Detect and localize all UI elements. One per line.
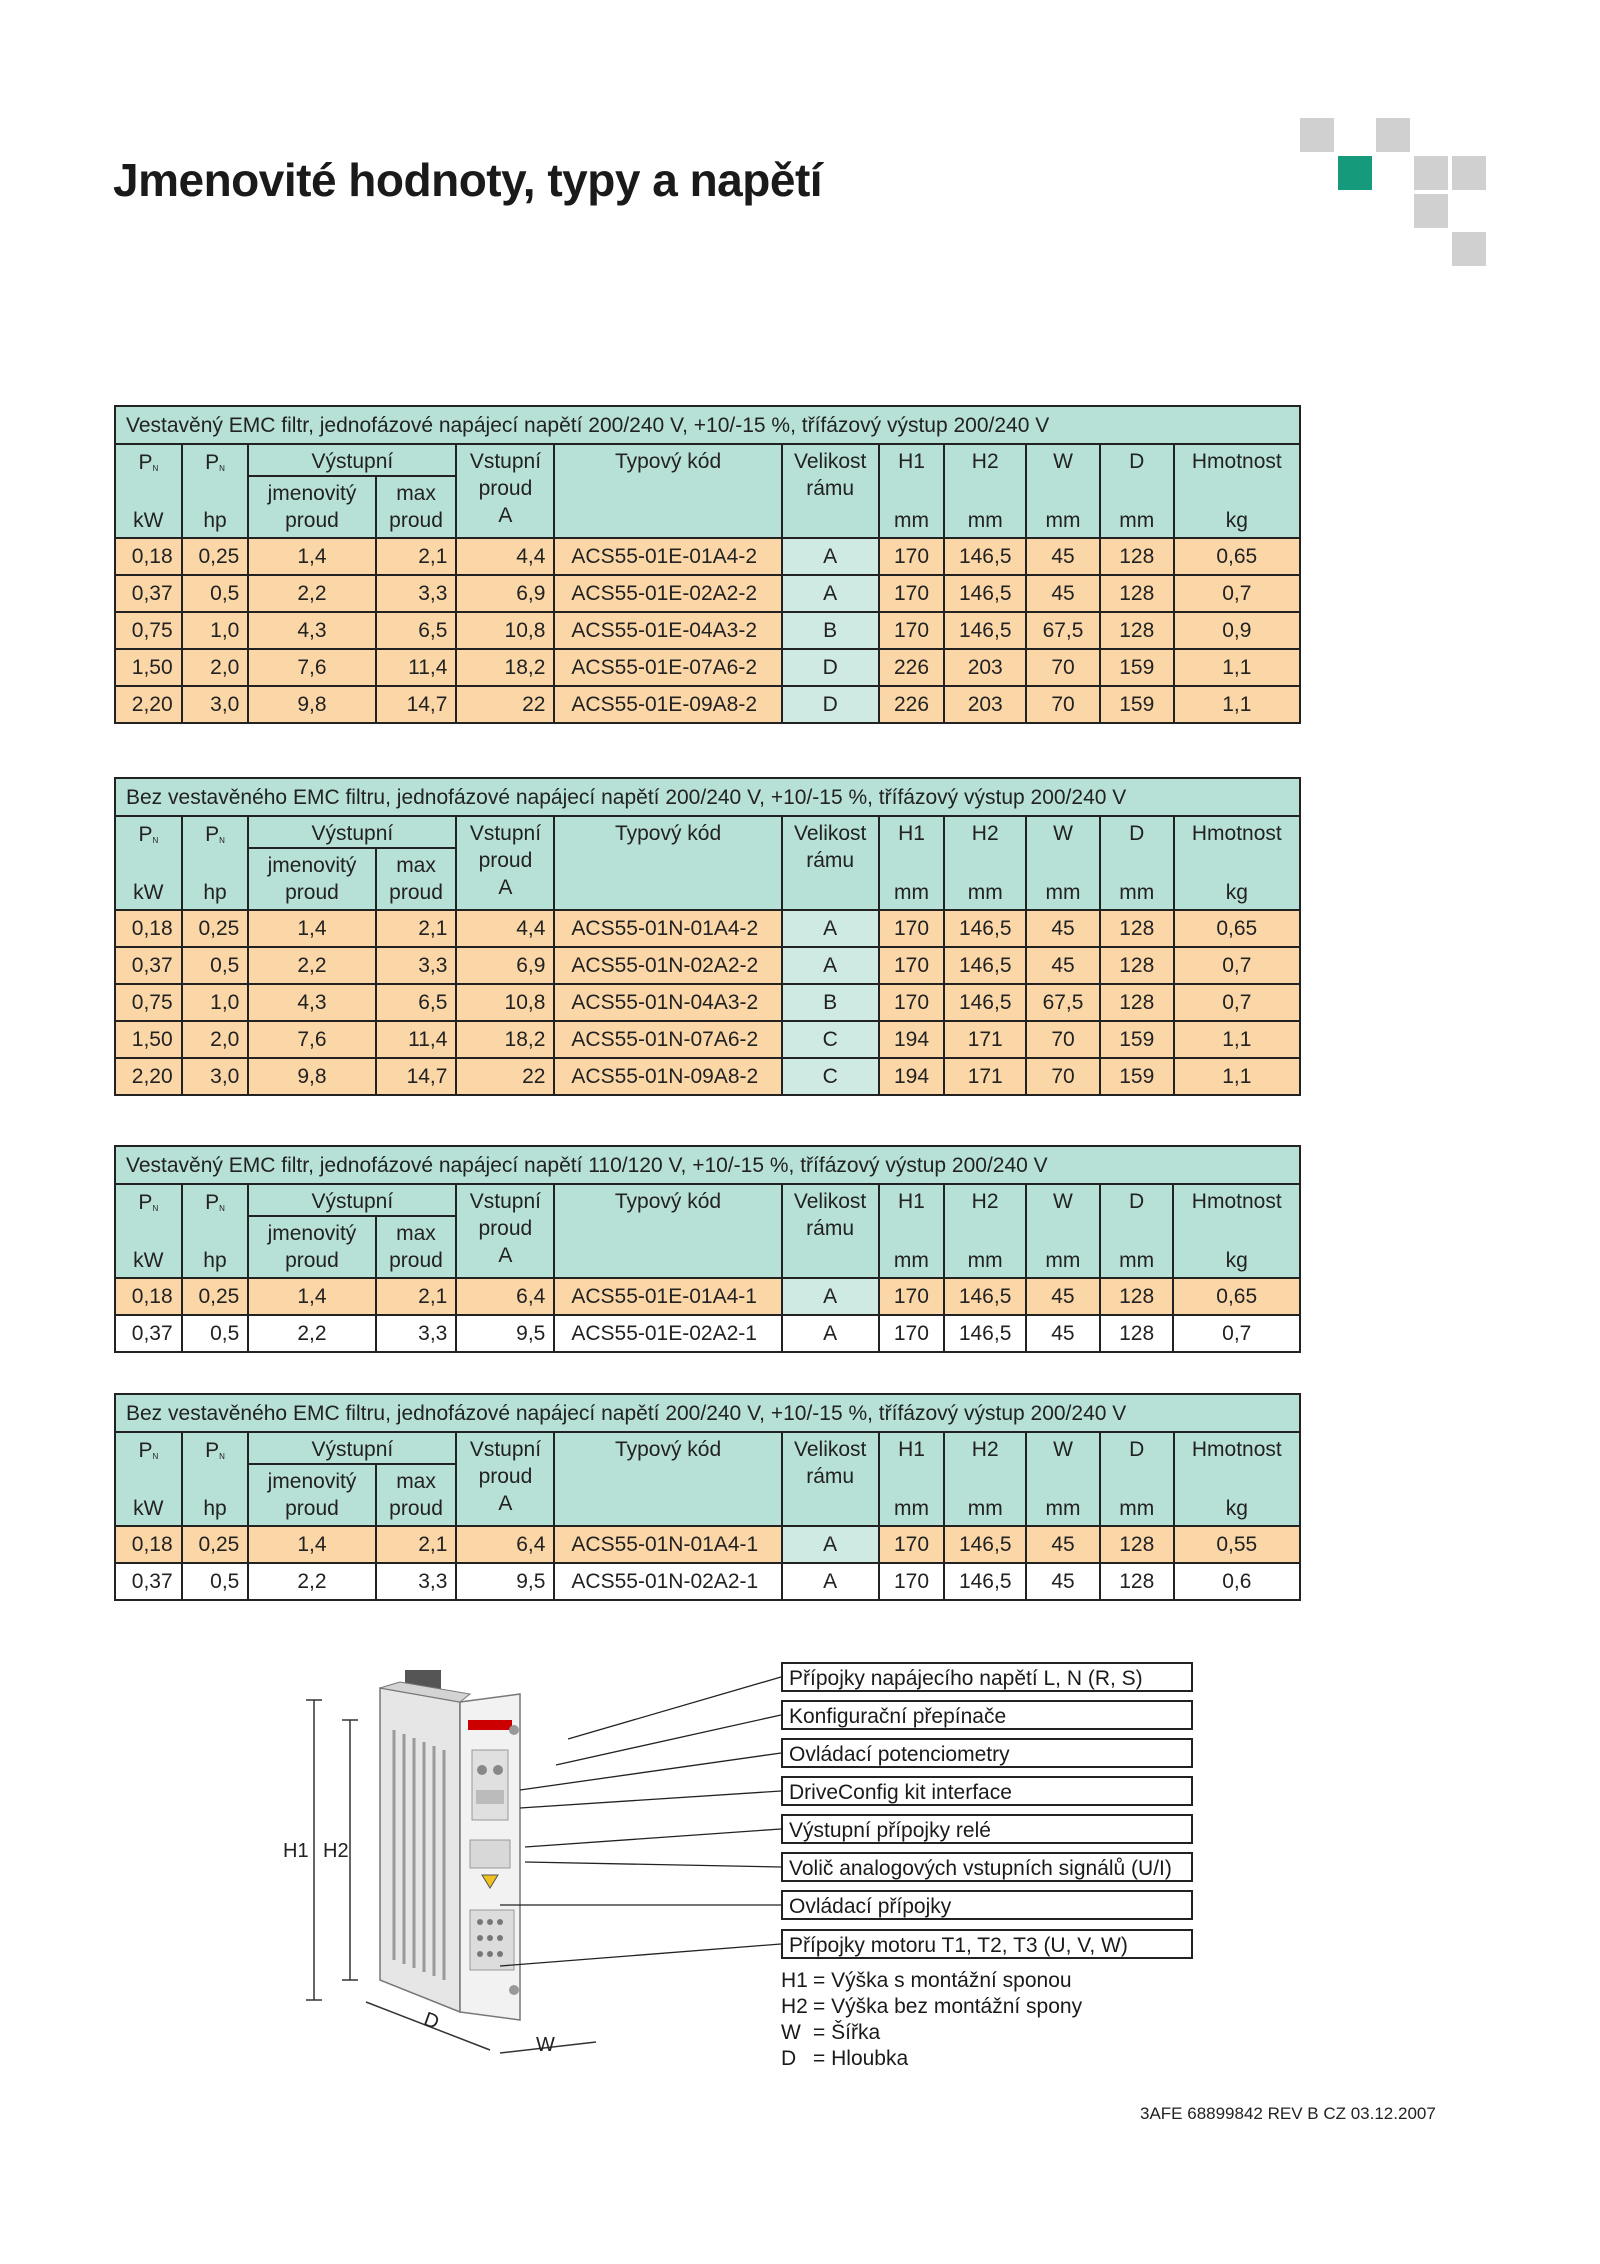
col-velikost-ramu: Velikost rámu <box>782 1184 879 1278</box>
key-equals: = <box>813 1969 826 1992</box>
callout-label: Volič analogových vstupních signálů (U/I) <box>781 1852 1193 1882</box>
table-cell: 0,18 <box>115 1278 182 1315</box>
table-cell: 45 <box>1026 910 1100 947</box>
table-cell: A <box>782 575 879 612</box>
table-cell: 128 <box>1100 1278 1174 1315</box>
table-cell: 10,8 <box>456 612 554 649</box>
col-jmenovity-proud: jmenovitý proud <box>248 848 375 910</box>
table-caption: Vestavěný EMC filtr, jednofázové napájecí napětí 110/120 V, +10/-15 %, třífázový výstup 200/240 V <box>115 1146 1300 1184</box>
table-cell: 1,4 <box>248 1278 375 1315</box>
table-cell: 3,3 <box>376 947 457 984</box>
table-cell: 45 <box>1026 538 1100 575</box>
table-cell: 226 <box>879 649 945 686</box>
table-cell: 159 <box>1100 649 1174 686</box>
table-row <box>115 1315 1300 1352</box>
document-reference: 3AFE 68899842 REV B CZ 03.12.2007 <box>1140 2104 1436 2123</box>
pn-symbol: $P_N$ <box>205 823 225 846</box>
pn-symbol: $P_N$ <box>205 1191 225 1214</box>
table-cell: 2,0 <box>182 649 249 686</box>
table-cell: 0,65 <box>1174 910 1300 947</box>
col-pn-kw <box>115 444 182 538</box>
table-row <box>115 649 1300 686</box>
pn-symbol: $P_N$ <box>138 1439 159 1462</box>
table-cell: 0,25 <box>182 538 249 575</box>
table-cell: 0,5 <box>182 1315 249 1352</box>
table-cell: 1,1 <box>1174 686 1300 723</box>
ratings-table-2 <box>114 777 1301 1096</box>
table-cell: 1,1 <box>1174 1058 1300 1095</box>
table-cell: 2,2 <box>248 1315 375 1352</box>
table-cell: 128 <box>1100 1563 1174 1600</box>
ratings-table-1 <box>114 405 1301 724</box>
table-cell: 6,9 <box>456 947 554 984</box>
key-entry <box>781 2020 880 2046</box>
table-cell: 9,5 <box>456 1315 554 1352</box>
callout-label: DriveConfig kit interface <box>781 1776 1193 1806</box>
key-equals: = <box>813 1995 826 2018</box>
ratings-table-3 <box>114 1145 1301 1353</box>
table-cell: 170 <box>879 1526 945 1563</box>
col-pn-hp <box>182 816 249 910</box>
table-cell: 194 <box>879 1021 945 1058</box>
table-cell: 18,2 <box>456 649 554 686</box>
table-cell: 14,7 <box>376 1058 457 1095</box>
table-cell: 4,3 <box>248 612 375 649</box>
table-cell: 170 <box>879 984 945 1021</box>
table-row <box>115 984 1300 1021</box>
col-max-proud: max proud <box>376 848 457 910</box>
table-cell: 0,5 <box>182 947 249 984</box>
table-cell: 1,0 <box>182 984 249 1021</box>
table-cell: 170 <box>879 1315 945 1352</box>
col-h2: H2 mm <box>944 1184 1026 1278</box>
col-vystupni: Výstupní <box>248 816 456 848</box>
table-row <box>115 1058 1300 1095</box>
col-hmotnost: Hmotnost kg <box>1174 816 1300 910</box>
table-cell: 1,50 <box>115 1021 182 1058</box>
col-w: W mm <box>1026 1432 1100 1526</box>
table-cell: 170 <box>879 910 945 947</box>
table-row <box>115 1021 1300 1058</box>
table-cell: 0,9 <box>1174 612 1300 649</box>
table-cell: ACS55-01N-01A4-2 <box>554 910 781 947</box>
col-pn-hp <box>182 444 249 538</box>
table-cell: 11,4 <box>376 1021 457 1058</box>
table-cell: 0,37 <box>115 1315 182 1352</box>
decorative-squares <box>1300 118 1490 268</box>
table-cell: 6,5 <box>376 984 457 1021</box>
table-cell: 128 <box>1100 538 1174 575</box>
h2-label: H2 <box>323 1840 349 1862</box>
table-cell: 0,65 <box>1174 538 1300 575</box>
col-vystupni: Výstupní <box>248 1184 456 1216</box>
callout-label: Výstupní přípojky relé <box>781 1814 1193 1844</box>
col-pn-hp <box>182 1432 249 1526</box>
table-cell: 70 <box>1026 1058 1100 1095</box>
table-cell: 1,4 <box>248 1526 375 1563</box>
table-cell: 0,7 <box>1174 575 1300 612</box>
table-cell: 170 <box>879 1278 945 1315</box>
table-cell: 45 <box>1026 947 1100 984</box>
key-symbol: D <box>781 2047 797 2070</box>
table-row <box>115 575 1300 612</box>
table-row <box>115 1278 1300 1315</box>
table-cell: ACS55-01E-02A2-2 <box>554 575 781 612</box>
pn-unit: hp <box>203 1249 227 1272</box>
table-cell: 2,2 <box>248 575 375 612</box>
table-cell: 170 <box>879 947 945 984</box>
table-cell: 170 <box>879 1563 945 1600</box>
table-cell: ACS55-01E-01A4-2 <box>554 538 781 575</box>
table-cell: 7,6 <box>248 1021 375 1058</box>
ratings-table-4 <box>114 1393 1301 1601</box>
callout-label: Ovládací přípojky <box>781 1890 1193 1920</box>
key-entry <box>781 1968 1072 1994</box>
col-vstupni-proud: Vstupní proud A <box>456 444 554 538</box>
table-cell: 146,5 <box>944 1563 1026 1600</box>
col-hmotnost: Hmotnost kg <box>1173 1184 1300 1278</box>
table-cell: 194 <box>879 1058 945 1095</box>
table-cell: 159 <box>1100 1058 1174 1095</box>
table-cell: 0,7 <box>1173 1315 1300 1352</box>
table-cell: 203 <box>944 649 1026 686</box>
table-cell: 45 <box>1026 1315 1100 1352</box>
col-typovy-kod: Typový kód <box>554 1184 781 1278</box>
table-cell: A <box>782 1563 879 1600</box>
col-pn-hp <box>182 1184 249 1278</box>
col-h2: H2 mm <box>944 1432 1026 1526</box>
col-h1: H1 mm <box>879 1432 945 1526</box>
table-cell: 67,5 <box>1026 612 1100 649</box>
table-row <box>115 612 1300 649</box>
table-cell: 6,5 <box>376 612 457 649</box>
table-row <box>115 947 1300 984</box>
pn-symbol: $P_N$ <box>138 1191 159 1214</box>
pn-symbol: $P_N$ <box>205 1439 225 1462</box>
table-cell: 159 <box>1100 1021 1174 1058</box>
table-cell: 1,4 <box>248 910 375 947</box>
callout-label: Ovládací potenciometry <box>781 1738 1193 1768</box>
table-cell: 45 <box>1026 1278 1100 1315</box>
table-row <box>115 910 1300 947</box>
col-h1: H1 mm <box>879 444 945 538</box>
table-cell: ACS55-01N-02A2-2 <box>554 947 781 984</box>
table-caption: Bez vestavěného EMC filtru, jednofázové napájecí napětí 200/240 V, +10/-15 %, třífázový výstup 200/240 V <box>115 1394 1300 1432</box>
table-cell: ACS55-01N-01A4-1 <box>554 1526 781 1563</box>
pn-unit: kW <box>133 1497 164 1520</box>
key-symbol: W <box>781 2021 801 2044</box>
col-pn-kw <box>115 1184 182 1278</box>
col-hmotnost: Hmotnost kg <box>1174 1432 1300 1526</box>
table-cell: 2,1 <box>376 910 457 947</box>
table-cell: 0,25 <box>182 1526 249 1563</box>
table-cell: ACS55-01N-02A2-1 <box>554 1563 781 1600</box>
callout-label: Přípojky napájecího napětí L, N (R, S) <box>781 1662 1193 1692</box>
table-cell: 128 <box>1100 910 1174 947</box>
table-cell: 11,4 <box>376 649 457 686</box>
pn-unit: kW <box>133 509 164 532</box>
table-cell: 146,5 <box>944 984 1026 1021</box>
table-row <box>115 538 1300 575</box>
table-row <box>115 1526 1300 1563</box>
col-d: D mm <box>1100 1184 1174 1278</box>
pn-unit: kW <box>133 1249 164 1272</box>
table-cell: 67,5 <box>1026 984 1100 1021</box>
table-caption: Bez vestavěného EMC filtru, jednofázové napájecí napětí 200/240 V, +10/-15 %, třífázový výstup 200/240 V <box>115 778 1300 816</box>
table-cell: 128 <box>1100 612 1174 649</box>
callout-label: Konfigurační přepínače <box>781 1700 1193 1730</box>
table-cell: 146,5 <box>944 1278 1026 1315</box>
table-cell: 1,0 <box>182 612 249 649</box>
table-cell: 6,4 <box>456 1526 554 1563</box>
table-cell: 0,6 <box>1174 1563 1300 1600</box>
table-cell: 128 <box>1100 947 1174 984</box>
table-caption: Vestavěný EMC filtr, jednofázové napájecí napětí 200/240 V, +10/-15 %, třífázový výstup 200/240 V <box>115 406 1300 444</box>
table-cell: ACS55-01E-01A4-1 <box>554 1278 781 1315</box>
table-cell: ACS55-01N-09A8-2 <box>554 1058 781 1095</box>
table-row <box>115 1563 1300 1600</box>
table-cell: 45 <box>1026 575 1100 612</box>
table-cell: 2,0 <box>182 1021 249 1058</box>
table-cell: 146,5 <box>944 575 1026 612</box>
table-cell: 1,1 <box>1174 649 1300 686</box>
col-h2: H2 mm <box>944 816 1026 910</box>
pn-symbol: $P_N$ <box>205 451 225 474</box>
table-cell: 70 <box>1026 649 1100 686</box>
table-cell: 128 <box>1100 984 1174 1021</box>
table-cell: 146,5 <box>944 538 1026 575</box>
table-cell: 0,55 <box>1174 1526 1300 1563</box>
table-cell: C <box>782 1058 879 1095</box>
table-cell: 128 <box>1100 575 1174 612</box>
table-cell: A <box>782 1526 879 1563</box>
key-symbol: H2 <box>781 1995 808 2018</box>
col-velikost-ramu: Velikost rámu <box>782 816 879 910</box>
table-cell: 2,2 <box>248 947 375 984</box>
table-cell: A <box>782 1278 879 1315</box>
table-cell: 2,2 <box>248 1563 375 1600</box>
table-cell: 0,37 <box>115 575 182 612</box>
col-typovy-kod: Typový kód <box>554 816 781 910</box>
table-cell: 0,65 <box>1173 1278 1300 1315</box>
key-entry <box>781 2046 908 2072</box>
table-cell: 4,3 <box>248 984 375 1021</box>
col-velikost-ramu: Velikost rámu <box>782 1432 879 1526</box>
col-d: D mm <box>1100 816 1174 910</box>
table-cell: 0,5 <box>182 1563 249 1600</box>
table-cell: 2,1 <box>376 538 457 575</box>
table-cell: 45 <box>1026 1526 1100 1563</box>
table-cell: 0,18 <box>115 538 182 575</box>
table-cell: 128 <box>1100 1315 1174 1352</box>
table-cell: 14,7 <box>376 686 457 723</box>
table-cell: 171 <box>944 1058 1026 1095</box>
col-vystupni: Výstupní <box>248 444 456 476</box>
col-h2: H2 mm <box>944 444 1026 538</box>
table-cell: 70 <box>1026 686 1100 723</box>
table-cell: A <box>782 947 879 984</box>
key-symbol: H1 <box>781 1969 808 1992</box>
table-cell: 9,5 <box>456 1563 554 1600</box>
table-cell: 45 <box>1026 1563 1100 1600</box>
col-h1: H1 mm <box>879 1184 945 1278</box>
table-cell: 0,75 <box>115 984 182 1021</box>
table-cell: 3,3 <box>376 1563 457 1600</box>
table-cell: 146,5 <box>944 1526 1026 1563</box>
table-cell: 2,20 <box>115 686 182 723</box>
col-w: W mm <box>1026 1184 1100 1278</box>
col-max-proud: max proud <box>376 1464 457 1526</box>
table-cell: ACS55-01E-09A8-2 <box>554 686 781 723</box>
table-cell: ACS55-01N-07A6-2 <box>554 1021 781 1058</box>
h1-label: H1 <box>283 1840 309 1862</box>
col-jmenovity-proud: jmenovitý proud <box>248 1464 375 1526</box>
table-cell: 146,5 <box>944 947 1026 984</box>
table-cell: B <box>782 612 879 649</box>
table-cell: 2,1 <box>376 1278 457 1315</box>
table-cell: C <box>782 1021 879 1058</box>
table-cell: 4,4 <box>456 910 554 947</box>
col-vstupni-proud: Vstupní proud A <box>456 816 554 910</box>
pn-unit: hp <box>203 881 227 904</box>
table-cell: 0,75 <box>115 612 182 649</box>
col-vstupni-proud: Vstupní proud A <box>456 1184 554 1278</box>
key-entry <box>781 1994 1082 2020</box>
col-typovy-kod: Typový kód <box>554 1432 781 1526</box>
key-equals: = <box>813 2047 826 2070</box>
col-h1: H1 mm <box>879 816 945 910</box>
table-cell: 0,7 <box>1174 947 1300 984</box>
table-cell: 128 <box>1100 1526 1174 1563</box>
w-label: W <box>536 2034 555 2056</box>
table-cell: 22 <box>456 686 554 723</box>
d-label: D <box>420 2008 442 2034</box>
col-max-proud: max proud <box>376 1216 457 1278</box>
table-cell: 0,18 <box>115 1526 182 1563</box>
table-cell: 10,8 <box>456 984 554 1021</box>
table-cell: 226 <box>879 686 945 723</box>
table-cell: 0,18 <box>115 910 182 947</box>
table-cell: 0,7 <box>1174 984 1300 1021</box>
col-hmotnost: Hmotnost kg <box>1174 444 1300 538</box>
table-cell: 6,4 <box>456 1278 554 1315</box>
col-max-proud: max proud <box>376 476 457 538</box>
col-d: D mm <box>1100 444 1174 538</box>
pn-unit: kW <box>133 881 164 904</box>
table-cell: A <box>782 910 879 947</box>
pn-symbol: $P_N$ <box>138 823 159 846</box>
col-jmenovity-proud: jmenovitý proud <box>248 476 375 538</box>
table-cell: 1,50 <box>115 649 182 686</box>
key-meaning: Šířka <box>831 2021 881 2044</box>
table-cell: 9,8 <box>248 686 375 723</box>
col-w: W mm <box>1026 444 1100 538</box>
table-row <box>115 686 1300 723</box>
pn-unit: hp <box>203 1497 227 1520</box>
key-meaning: Výška s montážní sponou <box>831 1969 1072 1992</box>
table-cell: 3,3 <box>376 1315 457 1352</box>
col-velikost-ramu: Velikost rámu <box>782 444 879 538</box>
table-cell: 1,1 <box>1174 1021 1300 1058</box>
col-jmenovity-proud: jmenovitý proud <box>248 1216 375 1278</box>
table-cell: 159 <box>1100 686 1174 723</box>
table-cell: 0,37 <box>115 947 182 984</box>
table-cell: 70 <box>1026 1021 1100 1058</box>
col-vystupni: Výstupní <box>248 1432 456 1464</box>
table-cell: ACS55-01E-04A3-2 <box>554 612 781 649</box>
table-cell: 4,4 <box>456 538 554 575</box>
table-cell: D <box>782 686 879 723</box>
table-cell: ACS55-01E-02A2-1 <box>554 1315 781 1352</box>
col-typovy-kod: Typový kód <box>554 444 781 538</box>
table-cell: A <box>782 1315 879 1352</box>
table-cell: 0,37 <box>115 1563 182 1600</box>
col-vstupni-proud: Vstupní proud A <box>456 1432 554 1526</box>
table-cell: B <box>782 984 879 1021</box>
table-cell: 146,5 <box>944 612 1026 649</box>
table-cell: 146,5 <box>944 1315 1026 1352</box>
table-cell: ACS55-01E-07A6-2 <box>554 649 781 686</box>
table-cell: 1,4 <box>248 538 375 575</box>
table-cell: 2,1 <box>376 1526 457 1563</box>
table-cell: 6,9 <box>456 575 554 612</box>
table-cell: A <box>782 538 879 575</box>
table-cell: 3,0 <box>182 1058 249 1095</box>
key-meaning: Hloubka <box>831 2047 909 2070</box>
col-pn-kw <box>115 1432 182 1526</box>
table-cell: 0,25 <box>182 1278 249 1315</box>
pn-symbol: $P_N$ <box>138 451 159 474</box>
pn-unit: hp <box>203 509 227 532</box>
col-w: W mm <box>1026 816 1100 910</box>
table-cell: 170 <box>879 538 945 575</box>
table-cell: 3,3 <box>376 575 457 612</box>
table-cell: 170 <box>879 612 945 649</box>
table-cell: 22 <box>456 1058 554 1095</box>
table-cell: 3,0 <box>182 686 249 723</box>
table-cell: 2,20 <box>115 1058 182 1095</box>
table-cell: 7,6 <box>248 649 375 686</box>
callout-label: Přípojky motoru T1, T2, T3 (U, V, W) <box>781 1929 1193 1959</box>
table-cell: 146,5 <box>944 910 1026 947</box>
table-cell: 0,25 <box>182 910 249 947</box>
page-title: Jmenovité hodnoty, typy a napětí <box>113 154 823 206</box>
table-cell: 203 <box>944 686 1026 723</box>
key-equals: = <box>813 2021 826 2044</box>
table-cell: 0,5 <box>182 575 249 612</box>
table-cell: D <box>782 649 879 686</box>
col-pn-kw <box>115 816 182 910</box>
table-cell: 9,8 <box>248 1058 375 1095</box>
table-cell: 18,2 <box>456 1021 554 1058</box>
col-d: D mm <box>1100 1432 1174 1526</box>
table-cell: 171 <box>944 1021 1026 1058</box>
key-meaning: Výška bez montážní spony <box>831 1995 1083 2018</box>
table-cell: 170 <box>879 575 945 612</box>
table-cell: ACS55-01N-04A3-2 <box>554 984 781 1021</box>
